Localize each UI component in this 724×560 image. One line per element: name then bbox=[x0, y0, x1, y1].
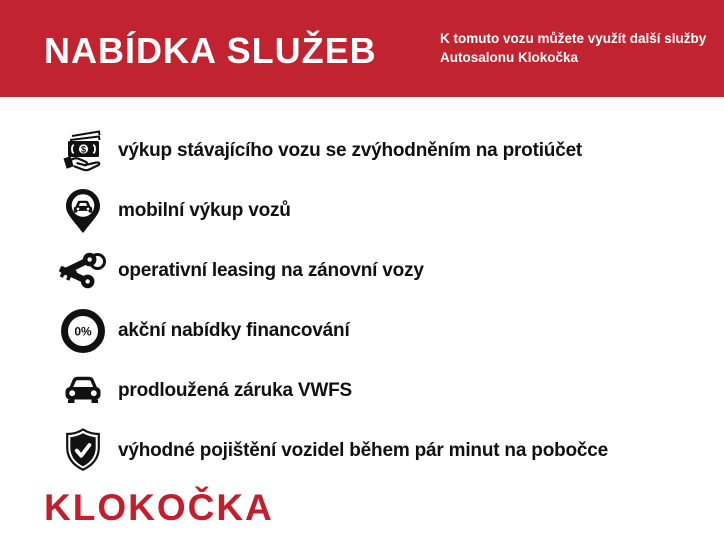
services-list bbox=[0, 121, 724, 481]
service-label: výkup stávajícího vozu se zvýhodněním na protiúčet bbox=[118, 140, 583, 161]
location-pin-car-icon bbox=[58, 186, 108, 236]
list-item bbox=[0, 421, 724, 481]
klokocka-logo: KLOKOČKA bbox=[44, 487, 274, 528]
cash-in-hand-icon bbox=[58, 126, 108, 176]
list-item bbox=[0, 361, 724, 421]
list-item bbox=[0, 181, 724, 241]
header-subtitle bbox=[440, 29, 706, 67]
service-label: výhodné pojištění vozidel během pár minut na pobočce bbox=[118, 440, 609, 461]
header-banner bbox=[0, 0, 724, 97]
list-item bbox=[0, 241, 724, 301]
service-label: akční nabídky financování bbox=[118, 320, 350, 341]
service-label: operativní leasing na zánovní vozy bbox=[118, 260, 424, 281]
service-label: prodloužená záruka VWFS bbox=[118, 380, 352, 401]
service-label: mobilní výkup vozů bbox=[118, 200, 291, 221]
list-item bbox=[0, 121, 724, 181]
car-keys-icon bbox=[58, 246, 108, 296]
list-item bbox=[0, 301, 724, 361]
header-subtitle-line2: Autosalonu Klokočka bbox=[440, 50, 579, 65]
page-title: NABÍDKA SLUŽEB bbox=[44, 30, 377, 71]
shield-check-icon bbox=[58, 426, 108, 476]
zero-percent-icon bbox=[58, 306, 108, 356]
header-subtitle-line1: K tomuto vozu můžete využít další služby bbox=[440, 31, 707, 46]
zero-percent-badge: 0% bbox=[74, 324, 92, 339]
car-icon bbox=[58, 366, 108, 416]
svg-text:$: $ bbox=[80, 144, 87, 155]
